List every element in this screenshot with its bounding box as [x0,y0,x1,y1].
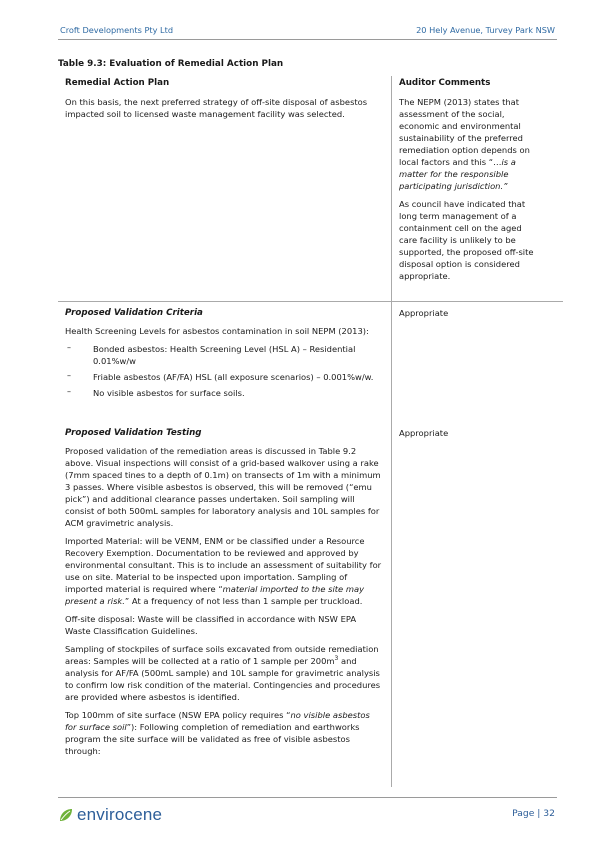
surface-quote: no visible asbestos for surface soil [65,710,370,732]
table-body [58,76,563,787]
row-divider [58,301,563,302]
bullet-marker: – [67,343,71,352]
row1-plan-paragraph: On this basis, the next preferred strategy of off-site disposal of asbestos impacted soil to licensed waste management facility was selected. [65,97,368,119]
row1-plan-text [65,96,383,126]
column-header-auditor: Auditor Comments [399,78,491,88]
row1-comment-text: The NEPM (2013) states that assessment of the social, economic and environmental sustainability of the preferred remediation option depends on local factors and this “… [399,97,530,167]
stockpile-text: Sampling of stockpiles of surface soils excavated from outside remediation areas: Samples will be collected at a ratio of 1 sample per 200m [65,644,379,666]
criteria-bullet-text: Friable asbestos (AF/FA) HSL (all exposure scenarios) – 0.001%w/w. [93,372,374,382]
surface-text: Top 100mm of site surface (NSW EPA policy requires “ [65,710,291,720]
row3-auditor-comment: Appropriate [399,428,449,438]
criteria-bullet-text: No visible asbestos for surface soils. [93,388,245,398]
page-number: Page | 32 [512,808,555,819]
row2-validation-criteria [65,307,383,403]
row3-paragraph-visual-inspection: Proposed validation of the remediation areas is discussed in Table 9.2 above. Visual inspections will consist of a grid-based walkover using a rake (7mm spaced tines to a depth of 0.1m) on transects of 1m with a minimum 3 passes. Where visible asbestos is observed, this will be removed (“emu pick”) and additional clearance passes undertaken. Soil sampling will consist of both 500mL samples for laboratory analysis and 10L samples for ACM gravimetric analysis. [65,446,381,528]
logo-wordmark: envirocene [77,805,163,824]
table-title: Table 9.3: Evaluation of Remedial Action Plan [58,59,284,69]
criteria-bullet [65,343,383,367]
criteria-bullet [65,371,383,383]
row3-validation-testing [65,427,383,763]
header-divider [58,39,557,40]
row3-paragraph-offsite-disposal: Off-site disposal: Waste will be classified in accordance with NSW EPA Waste Classification Guidelines. [65,614,357,636]
imported-text-end: ” At a frequency of not less than 1 sample per truckload. [124,596,363,606]
imported-quote: material imported to the site may present a risk. [65,584,365,606]
stockpile-superscript: 3 [334,655,339,663]
criteria-bullet [65,387,383,399]
row3-paragraph-stockpiles [65,643,383,703]
row2-heading: Proposed Validation Criteria [65,308,203,318]
row3-paragraph-imported-material [65,535,383,607]
bullet-marker: – [67,371,71,380]
row1-comment-quote: is a matter for the responsible participating jurisdiction.” [399,157,516,191]
header-address: 20 Hely Avenue, Turvey Park NSW [416,25,555,35]
bullet-marker: – [67,387,71,396]
column-divider [391,76,392,787]
row1-comment-paragraph-1 [399,96,541,192]
envirocene-logo [58,805,162,825]
row3-paragraph-site-surface [65,709,383,757]
row2-auditor-comment: Appropriate [399,308,449,318]
row1-comment-paragraph-2: As council have indicated that long term management of a containment cell on the aged care facility is unlikely to be supported, the proposed off-site disposal option is considered appropriate. [399,199,534,281]
row2-intro: Health Screening Levels for asbestos contamination in soil NEPM (2013): [65,326,369,336]
leaf-icon [58,807,74,823]
surface-text-end: ”): Following completion of remediation and earthworks program the site surface will be validated as free of visible asbestos through: [65,722,360,756]
column-header-plan: Remedial Action Plan [65,78,170,88]
row3-heading: Proposed Validation Testing [65,428,202,438]
row1-auditor-comment [399,96,541,288]
footer-divider [58,797,557,798]
imported-text: Imported Material: will be VENM, ENM or be classified under a Resource Recovery Exemption. Documentation to be reviewed and approved by environmental consultant. This is to include an assessment of suitability for use on site. Material to be inspected upon importation. Sampling of imported material is required where “ [65,536,382,594]
header-company: Croft Developments Pty Ltd [60,25,174,35]
criteria-bullet-text: Bonded asbestos: Health Screening Level (HSL A) – Residential 0.01%w/w [93,344,356,366]
stockpile-text-end: and analysis for AF/FA (500mL sample) and 10L sample for gravimetric analysis to confirm low risk condition of the material. Contingencies and procedures are provided where asbestos is identified. [65,656,381,702]
remedial-action-table [58,58,563,787]
